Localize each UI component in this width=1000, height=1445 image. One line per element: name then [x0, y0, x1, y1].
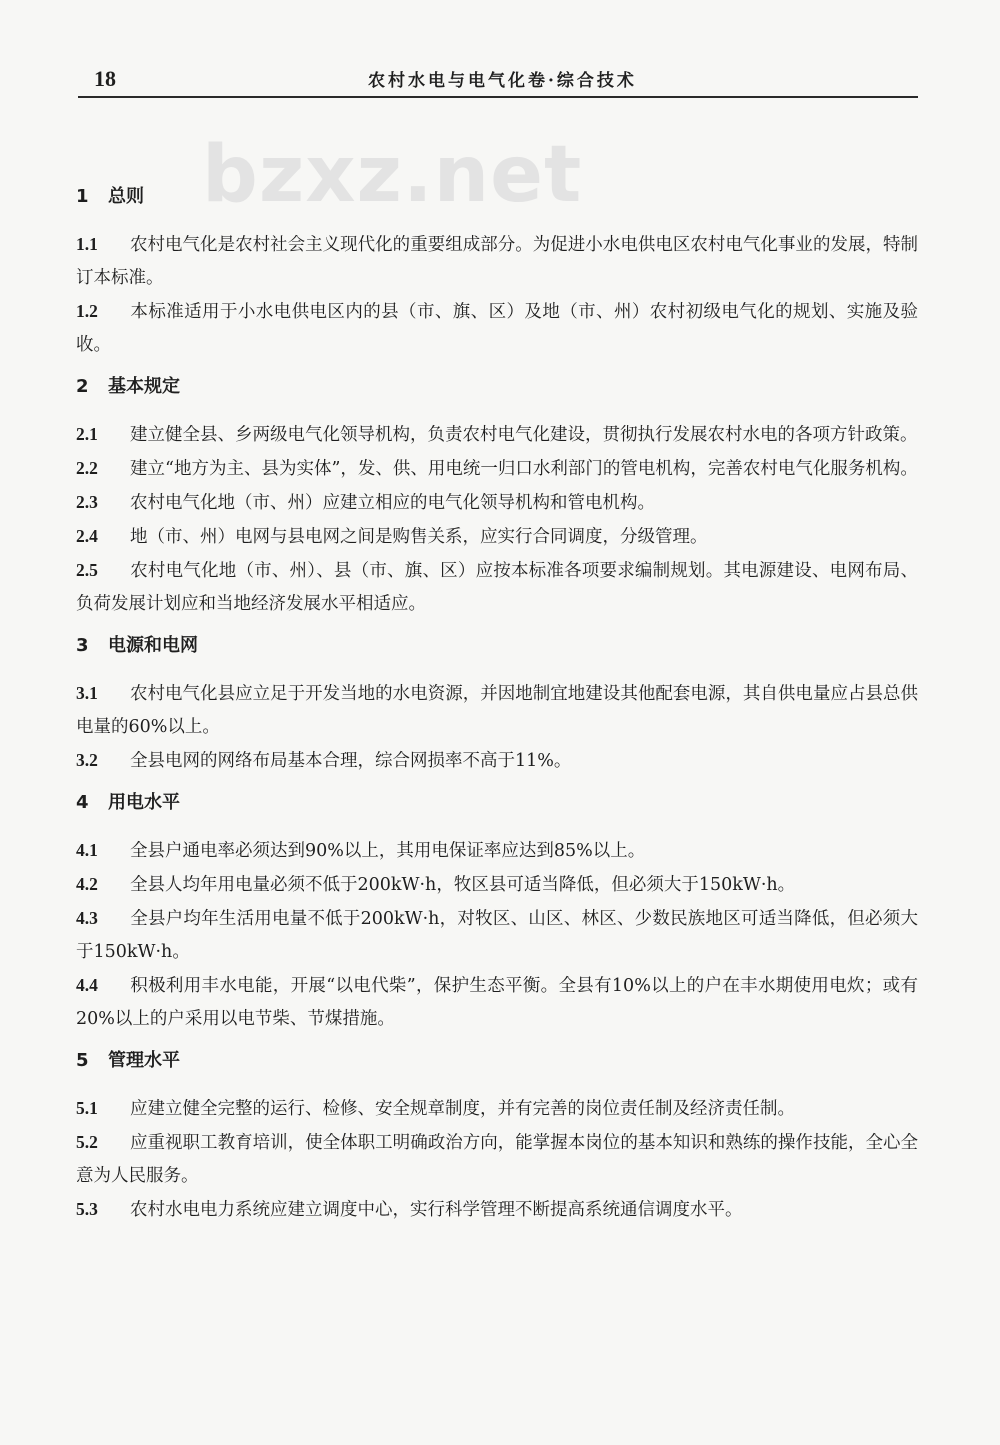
section-heading [76, 629, 918, 663]
clause [76, 677, 918, 744]
clause-text: 全县户均年生活用电量不低于200kW·h，对牧区、山区、林区、少数民族地区可适当降低，但必须大于150kW·h。 [76, 909, 918, 962]
section-number: 3 [76, 635, 89, 656]
section-heading [76, 1044, 918, 1078]
watermark: bzxz.net [202, 130, 583, 220]
clause-text: 农村电气化地（市、州）、县（市、旗、区）应按本标准各项要求编制规划。其电源建设、电网布局、负荷发展计划应和当地经济发展水平相适应。 [76, 561, 918, 614]
clause-text: 积极利用丰水电能，开展“以电代柴”，保护生态平衡。全县有10%以上的户在丰水期使用电炊；或有20%以上的户采用以电节柴、节煤措施。 [76, 976, 918, 1029]
section-heading [76, 786, 918, 820]
clause [76, 744, 918, 778]
section-1 [76, 180, 918, 362]
section-title: 基本规定 [108, 376, 180, 397]
clause [76, 418, 918, 452]
section-number: 1 [76, 186, 89, 207]
clause-text: 建立健全县、乡两级电气化领导机构，负责农村电气化建设，贯彻执行发展农村水电的各项方针政策。 [130, 425, 918, 445]
clause [76, 1193, 918, 1227]
clause-number: 4.1 [76, 840, 98, 860]
clause-text: 建立“地方为主、县为实体”，发、供、用电统一归口水利部门的管电机构，完善农村电气化服务机构。 [130, 459, 918, 479]
clause-number: 4.3 [76, 908, 98, 928]
clause-text: 全县电网的网络布局基本合理，综合网损率不高于11%。 [130, 751, 572, 771]
section-title: 总则 [108, 186, 144, 207]
section-number: 2 [76, 376, 89, 397]
clause [76, 228, 918, 295]
running-title: 农村水电与电气化卷·综合技术 [368, 71, 637, 91]
clause [76, 1126, 918, 1193]
section-number: 5 [76, 1050, 89, 1071]
clause-text: 全县人均年用电量必须不低于200kW·h，牧区县可适当降低，但必须大于150kW·h。 [130, 875, 796, 895]
clause-number: 5.1 [76, 1098, 98, 1118]
clause-text: 农村电气化县应立足于开发当地的水电资源，并因地制宜地建设其他配套电源，其自供电量应占县总供电量的60%以上。 [76, 684, 918, 737]
clause [76, 295, 918, 362]
clause [76, 868, 918, 902]
section-heading [76, 180, 918, 214]
clause [76, 969, 918, 1036]
clause [76, 834, 918, 868]
page-header [78, 62, 918, 98]
clause-number: 2.1 [76, 424, 98, 444]
section-title: 电源和电网 [108, 635, 198, 656]
clause-number: 3.1 [76, 683, 98, 703]
clause-text: 农村水电电力系统应建立调度中心，实行科学管理不断提高系统通信调度水平。 [130, 1200, 743, 1220]
clause-number: 5.3 [76, 1199, 98, 1219]
section-title: 管理水平 [108, 1050, 180, 1071]
clause-number: 5.2 [76, 1132, 98, 1152]
clause-text: 全县户通电率必须达到90%以上，其用电保证率应达到85%以上。 [130, 841, 646, 861]
section-number: 4 [76, 792, 89, 813]
header-rule [78, 96, 918, 98]
clause-text: 地（市、州）电网与县电网之间是购售关系，应实行合同调度，分级管理。 [130, 527, 708, 547]
clause-number: 3.2 [76, 750, 98, 770]
document-body [76, 180, 918, 1235]
clause [76, 486, 918, 520]
clause-number: 2.2 [76, 458, 98, 478]
section-4 [76, 786, 918, 1036]
section-heading [76, 370, 918, 404]
clause-text: 应重视职工教育培训，使全体职工明确政治方向，能掌握本岗位的基本知识和熟练的操作技能，全心全意为人民服务。 [76, 1133, 918, 1186]
clause-number: 1.2 [76, 301, 98, 321]
clause-number: 4.4 [76, 975, 98, 995]
clause-text: 农村电气化地（市、州）应建立相应的电气化领导机构和管电机构。 [130, 493, 655, 513]
clause-number: 2.3 [76, 492, 98, 512]
section-3 [76, 629, 918, 778]
clause [76, 520, 918, 554]
clause-number: 4.2 [76, 874, 98, 894]
clause [76, 902, 918, 969]
clause-number: 2.4 [76, 526, 98, 546]
clause-text: 农村电气化是农村社会主义现代化的重要组成部分。为促进小水电供电区农村电气化事业的发展，特制订本标准。 [76, 235, 918, 288]
section-title: 用电水平 [108, 792, 180, 813]
clause [76, 1092, 918, 1126]
clause [76, 452, 918, 486]
clause-number: 1.1 [76, 234, 98, 254]
clause-text: 本标准适用于小水电供电区内的县（市、旗、区）及地（市、州）农村初级电气化的规划、实施及验收。 [76, 302, 918, 355]
page-number: 18 [94, 66, 116, 91]
clause [76, 554, 918, 621]
clause-text: 应建立健全完整的运行、检修、安全规章制度，并有完善的岗位责任制及经济责任制。 [130, 1099, 795, 1119]
section-5 [76, 1044, 918, 1227]
clause-number: 2.5 [76, 560, 98, 580]
section-2 [76, 370, 918, 621]
